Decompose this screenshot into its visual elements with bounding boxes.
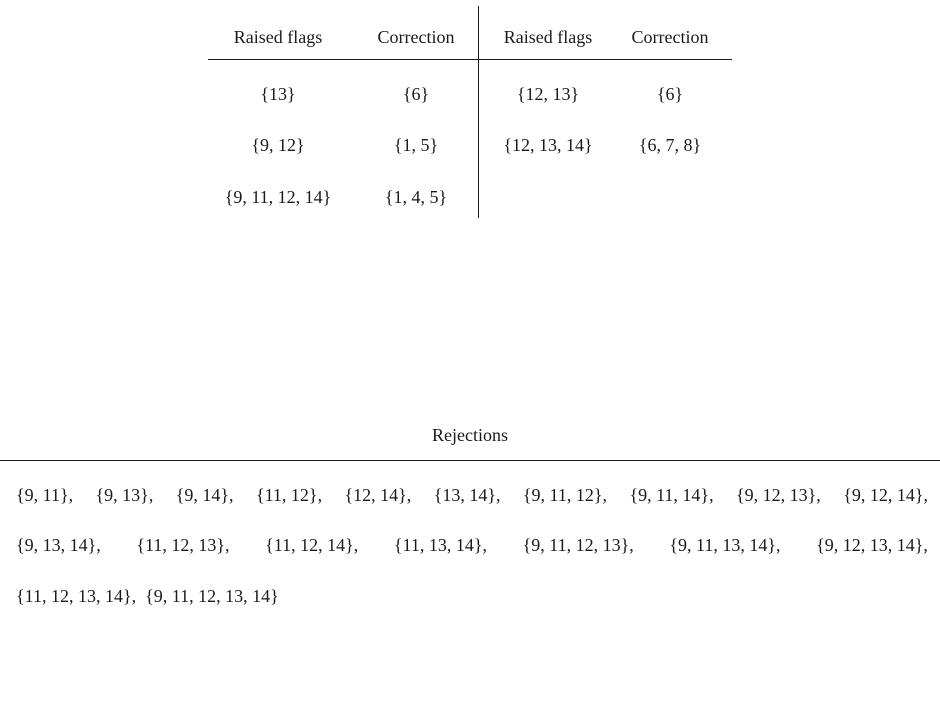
table-cell: {6, 7, 8} (638, 135, 702, 155)
rejection-set: {11, 12, 13, 14}, (16, 586, 137, 606)
header-raised-flags-left: Raised flags (233, 27, 323, 47)
header-correction-left: Correction (377, 27, 455, 47)
table-cell: {6} (402, 84, 430, 104)
rejection-set: {9, 13, 14}, (16, 535, 101, 555)
table-vertical-divider (478, 6, 479, 218)
table-cell: {9, 11, 12, 14} (224, 187, 332, 207)
rejections-line-3 (16, 585, 928, 607)
table-cell: {9, 12} (251, 135, 305, 155)
flag-correction-table (208, 0, 732, 220)
table-cell: {1, 4, 5} (384, 187, 448, 207)
rejection-set: {9, 11, 13, 14}, (669, 535, 781, 555)
table-cell: {13} (260, 84, 296, 104)
rejection-set: {9, 13}, (95, 485, 154, 505)
rejection-set: {9, 11, 12, 13}, (522, 535, 634, 555)
rejections-title: Rejections (432, 425, 508, 445)
rejection-set: {13, 14}, (433, 485, 501, 505)
header-raised-flags-right: Raised flags (503, 27, 593, 47)
rejection-set: {9, 11, 12, 13, 14} (145, 586, 279, 606)
rejection-set: {12, 14}, (344, 485, 412, 505)
rejection-set: {9, 11, 12}, (522, 485, 608, 505)
table-cell: {12, 13, 14} (503, 135, 593, 155)
rejection-set: {9, 11}, (16, 485, 74, 505)
rejection-set: {11, 13, 14}, (393, 535, 488, 555)
rejection-set: {11, 12, 13}, (136, 535, 230, 555)
rejection-set: {9, 14}, (175, 485, 234, 505)
table-cell: {12, 13} (516, 84, 580, 104)
rejection-set: {9, 12, 13, 14}, (816, 535, 928, 555)
rejections-rule (0, 460, 940, 461)
rejection-set: {9, 12, 14}, (843, 485, 928, 505)
rejection-set: {11, 12}, (255, 485, 323, 505)
table-header-rule (208, 59, 732, 60)
table-cell: {1, 5} (393, 135, 439, 155)
rejection-set: {9, 12, 13}, (736, 485, 821, 505)
rejections-line-1 (16, 484, 928, 506)
header-correction-right: Correction (631, 27, 709, 47)
table-cell: {6} (656, 84, 684, 104)
rejection-set: {11, 12, 14}, (265, 535, 359, 555)
rejection-set: {9, 11, 14}, (629, 485, 714, 505)
rejections-line-2 (16, 534, 928, 556)
